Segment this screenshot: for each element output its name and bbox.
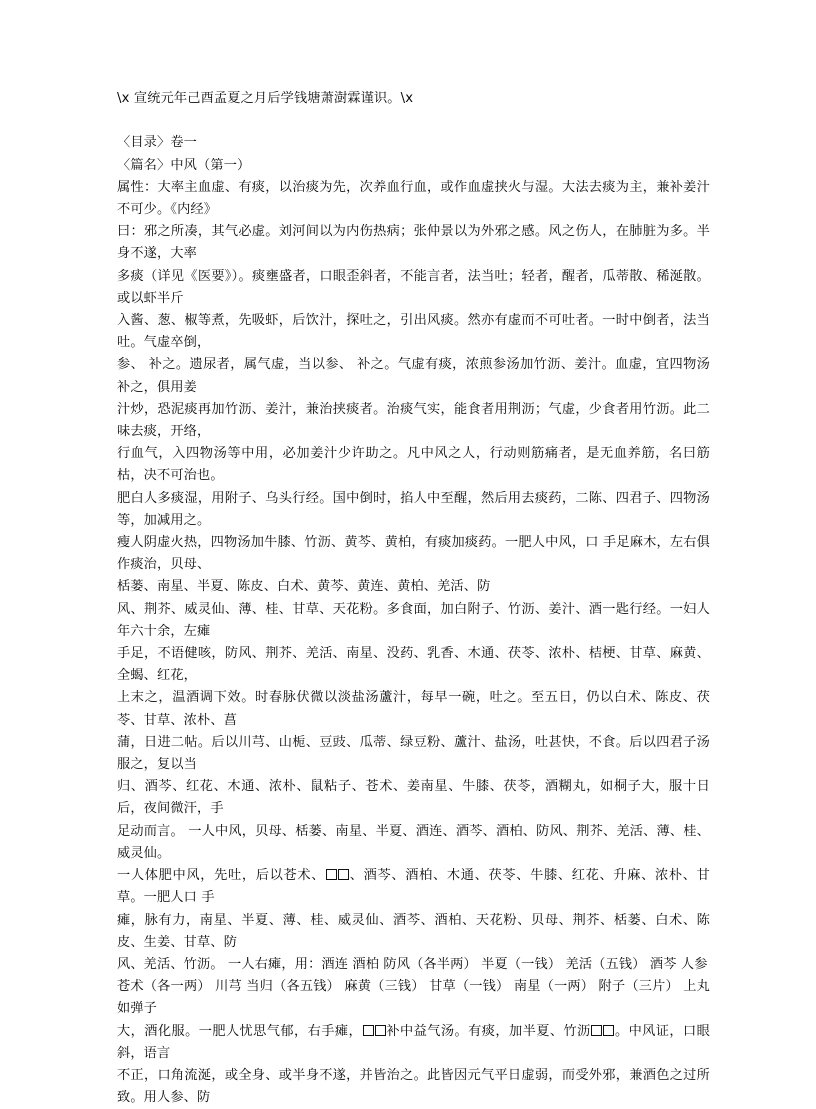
- text-line: 苍术（各一两） 川芎 当归（各五钱） 麻黄（三钱） 甘草（一钱） 南星（一两） 附子（三片） 上丸如弹子: [117, 979, 710, 1017]
- text-line: 一人体肥中风，先吐，后以苍术、 、酒芩、酒柏、木通、茯苓、牛膝、红花、升麻、浓朴、甘草。一肥人口 手: [117, 868, 710, 906]
- text-line: 入酱、葱、椒等煮，先吸虾，后饮汁，探吐之，引出风痰。然亦有虚而不可吐者。一时中倒者，法当吐。气虚卒倒，: [117, 313, 710, 351]
- colophon-line: \x 宣统元年己酉孟夏之月后学钱塘萧澍霖谨识。\x: [117, 91, 414, 106]
- text-line: 风、羌活、竹沥。 一人右瘫，用：酒连 酒柏 防风（各半两） 半夏（一钱） 羌活（五钱） 酒芩 人参: [117, 956, 708, 972]
- chapter-tag-line: 〈篇名〉中风（第一）: [117, 157, 251, 173]
- text-line: 多痰（详见《医要》）。痰壅盛者，口眼歪斜者，不能言者，法当吐；轻者，醒者，瓜蒂散、稀涎散。或以虾半斤: [117, 268, 710, 306]
- document-text-body: [117, 88, 710, 1109]
- missing-glyph-box: [363, 1025, 374, 1036]
- text-line: 肥白人多痰湿，用附子、乌头行经。国中倒时，掐人中至醒，然后用去痰药，二陈、四君子、四物汤等，加减用之。: [117, 490, 710, 528]
- text-line: 汁炒，恐泥痰再加竹沥、姜汁，兼治挟痰者。治痰气实，能食者用荆沥；气虚，少食者用竹沥。此二味去痰，开络，: [117, 401, 710, 440]
- text-line: 参、 补之。遗尿者，属气虚，当以参、 补之。气虚有痰，浓煎参汤加竹沥、姜汁。血虚，宜四物汤补之，俱用姜: [117, 357, 710, 395]
- text-line: 手足，不语健咳，防风、荆芥、羌活、南星、没药、乳香、木通、茯苓、浓朴、桔梗、甘草、麻黄、全蝎、红花，: [117, 646, 710, 684]
- text-line: 行血气，入四物汤等中用，必加姜汁少许助之。凡中风之人，行动则筋痛者，是无血养筋，名曰筋枯，决不可治也。: [117, 446, 710, 484]
- text-line: 风、荆芥、威灵仙、薄、桂、甘草、天花粉。多食面，加白附子、竹沥、姜汁、酒一匙行经。一妇人年六十余，左瘫: [117, 601, 710, 639]
- text-line: 属性：大率主血虚、有痰，以治痰为先，次养血行血，或作血虚挟火与湿。大法去痰为主，兼补姜汁不可少。《内经》: [117, 179, 710, 217]
- text-line: 瘫，脉有力，南星、半夏、薄、桂、威灵仙、酒芩、酒柏、天花粉、贝母、荆芥、栝蒌、白术、陈皮、生姜、甘草、防: [117, 912, 710, 950]
- text-line: 栝蒌、南星、半夏、陈皮、白术、黄芩、黄连、黄柏、羌活、防: [117, 579, 491, 595]
- missing-glyph-box: [375, 1025, 386, 1036]
- text-line: 足动而言。 一人中风，贝母、栝蒌、南星、半夏、酒连、酒芩、酒柏、防风、荆芥、羌活、薄、桂、威灵仙。: [117, 823, 710, 861]
- text-line: 不正，口角流涎，或全身、或半身不遂，并皆治之。此皆因元气平日虚弱，而受外邪，兼酒色之过所致。用人参、防: [117, 1067, 710, 1106]
- missing-glyph-box: [326, 869, 337, 880]
- text-line: 瘦人阴虚火热，四物汤加牛膝、竹沥、黄芩、黄柏，有痰加痰药。一肥人中风，口 手足麻木，左右俱作痰治，贝母、: [117, 535, 710, 573]
- text-line: 大，酒化服。一肥人忧思气郁，右手瘫， 补中益气汤。有痰，加半夏、竹沥 。中风证，口眼 斜，语言: [117, 1023, 710, 1061]
- text-line: 归、酒芩、红花、木通、浓朴、鼠粘子、苍术、姜南星、牛膝、茯苓，酒糊丸，如桐子大，服十日后，夜间微汗，手: [117, 779, 710, 817]
- toc-tag-line: 〈目录〉卷一: [117, 135, 198, 151]
- missing-glyph-box: [338, 869, 349, 880]
- text-line: 曰：邪之所凑，其气必虚。刘河间以为内伤热病；张仲景以为外邪之感。风之伤人，在肺脏为多。半身不遂，大率: [117, 224, 710, 262]
- text-line: 蒲，日进二帖。后以川芎、山栀、豆豉、瓜蒂、绿豆粉、蘆汁、盐汤，吐甚快，不食。后以四君子汤服之，复以当: [117, 734, 710, 773]
- missing-glyph-box: [591, 1025, 602, 1036]
- missing-glyph-box: [603, 1025, 614, 1036]
- text-line: 上末之，温酒调下效。时春脉伏微以淡盐汤蘆汁，每早一碗，吐之。至五日，仍以白术、陈皮、茯苓、甘草、浓朴、菖: [117, 690, 710, 728]
